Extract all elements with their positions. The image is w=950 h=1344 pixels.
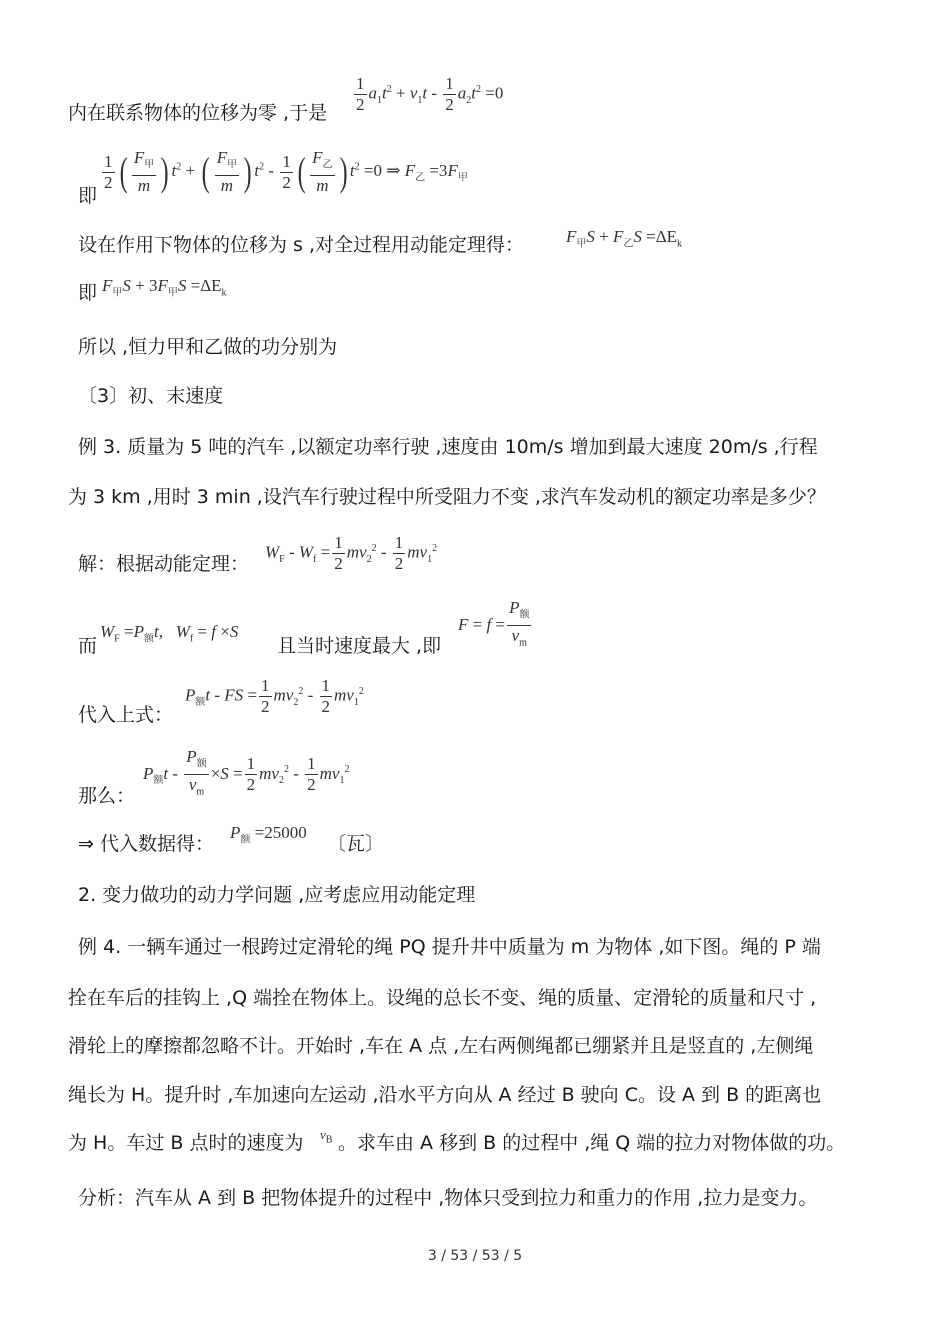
section-heading: 〔3〕初、末速度: [78, 385, 224, 407]
text-line: 代入上式：: [78, 704, 174, 726]
text-line: 而: [78, 635, 98, 657]
formula-power-value: $P_额 =25000$: [230, 823, 307, 846]
formula-max-speed: F = f = $P_额$ $v_m$: [458, 598, 530, 649]
text-line: 所以 ,恒力甲和乙做的功分别为: [78, 336, 338, 358]
text-line: 拴在车后的挂钩上 ,Q 端拴在物体上。设绳的总长不变、绳的质量、定滑轮的质量和尺寸 ,: [68, 987, 817, 1009]
formula-kinetic-theorem: $W_F - W_f$ = $\frac{1}{2}$ $mv_2^2$ - $\frac{1}{2}$ $mv_1^2$: [265, 533, 438, 573]
text-line: 〔瓦〕: [327, 833, 385, 855]
formula-work-energy: $F_甲S + F_乙S =\Delta E_k$: [566, 227, 683, 250]
formula-result-eq: $P_额t$ - $P_额$ $v_m$ ×S = $\frac{1}{2}$ $mv_2^2$ - $\frac{1}{2}$ $mv_1^2$: [143, 747, 350, 798]
formula-displacement-zero: $\frac{1}{2}$ $a_1t^2 + v_1t$ - $\frac{1}{2}$ $a_2t^2 =0$: [356, 74, 504, 114]
text-line: 滑轮上的摩擦都忽略不计。开始时 ,车在 A 点 ,左右两侧绳都已绷紧并且是竖直的 ,左侧绳: [68, 1035, 814, 1057]
formula-work-defs: $W_F =P_额t$, $W_f = f \times S$: [100, 622, 239, 645]
power-value: 25000: [264, 823, 307, 842]
text-line: ⇒ 代入数据得：: [78, 833, 214, 855]
formula-force-relation: $\frac{1}{2}$ ( $F_甲$ m ) $t^2$ + ( $F_甲$ m ) $t^2$ - $\frac{1}{2}$ ( $F_乙$ m ) $t^2 =0$ ⇒ $F_乙 =3F_甲$: [104, 148, 468, 196]
text-line: 例 4. 一辆车通过一根跨过定滑轮的绳 PQ 提升井中质量为 m 为物体 ,如下图。绳的 P 端: [78, 936, 821, 958]
page-footer: 3 / 53 / 53 / 5: [427, 1248, 523, 1264]
text-line: 分析：汽车从 A 到 B 把物体提升的过程中 ,物体只受到拉力和重力的作用 ,拉力是变力。: [78, 1187, 818, 1209]
formula-work-energy-sub: $F_甲S + 3F_甲S =\Delta E_k$: [102, 276, 227, 299]
text-line: 为 H。车过 B 点时的速度为: [68, 1132, 304, 1154]
formula-vb: $v_B$: [320, 1127, 333, 1146]
text-line: 即: [78, 282, 98, 304]
text-line: 例 3. 质量为 5 吨的汽车 ,以额定功率行驶 ,速度由 10m/s 增加到最大速度 20m/s ,行程: [78, 436, 818, 458]
text-line: 为 3 km ,用时 3 min ,设汽车行驶过程中所受阻力不变 ,求汽车发动机的额定功率是多少？: [68, 486, 826, 508]
text-line: 即: [78, 185, 98, 207]
text-line: 绳长为 H。提升时 ,车加速向左运动 ,沿水平方向从 A 经过 B 驶向 C。设 A 到 B 的距离也: [68, 1084, 822, 1106]
text-line: 且当时速度最大 ,即: [277, 635, 442, 657]
text-line: 内在联系物体的位移为零 ,于是: [68, 102, 328, 124]
formula-substituted: $P_额t$ - FS = $\frac{1}{2}$ $mv_2^2$ - $\frac{1}{2}$ $mv_1^2$: [185, 676, 364, 716]
text-line: 设在作用下物体的位移为 s ,对全过程用动能定理得：: [78, 234, 525, 256]
section-heading: 2. 变力做功的动力学问题 ,应考虑应用动能定理: [78, 884, 476, 906]
text-line: 那么：: [78, 785, 136, 807]
text-line: 。求车由 A 移到 B 的过程中 ,绳 Q 端的拉力对物体做的功。: [338, 1132, 846, 1154]
text-line: 解：根据动能定理：: [78, 553, 250, 575]
